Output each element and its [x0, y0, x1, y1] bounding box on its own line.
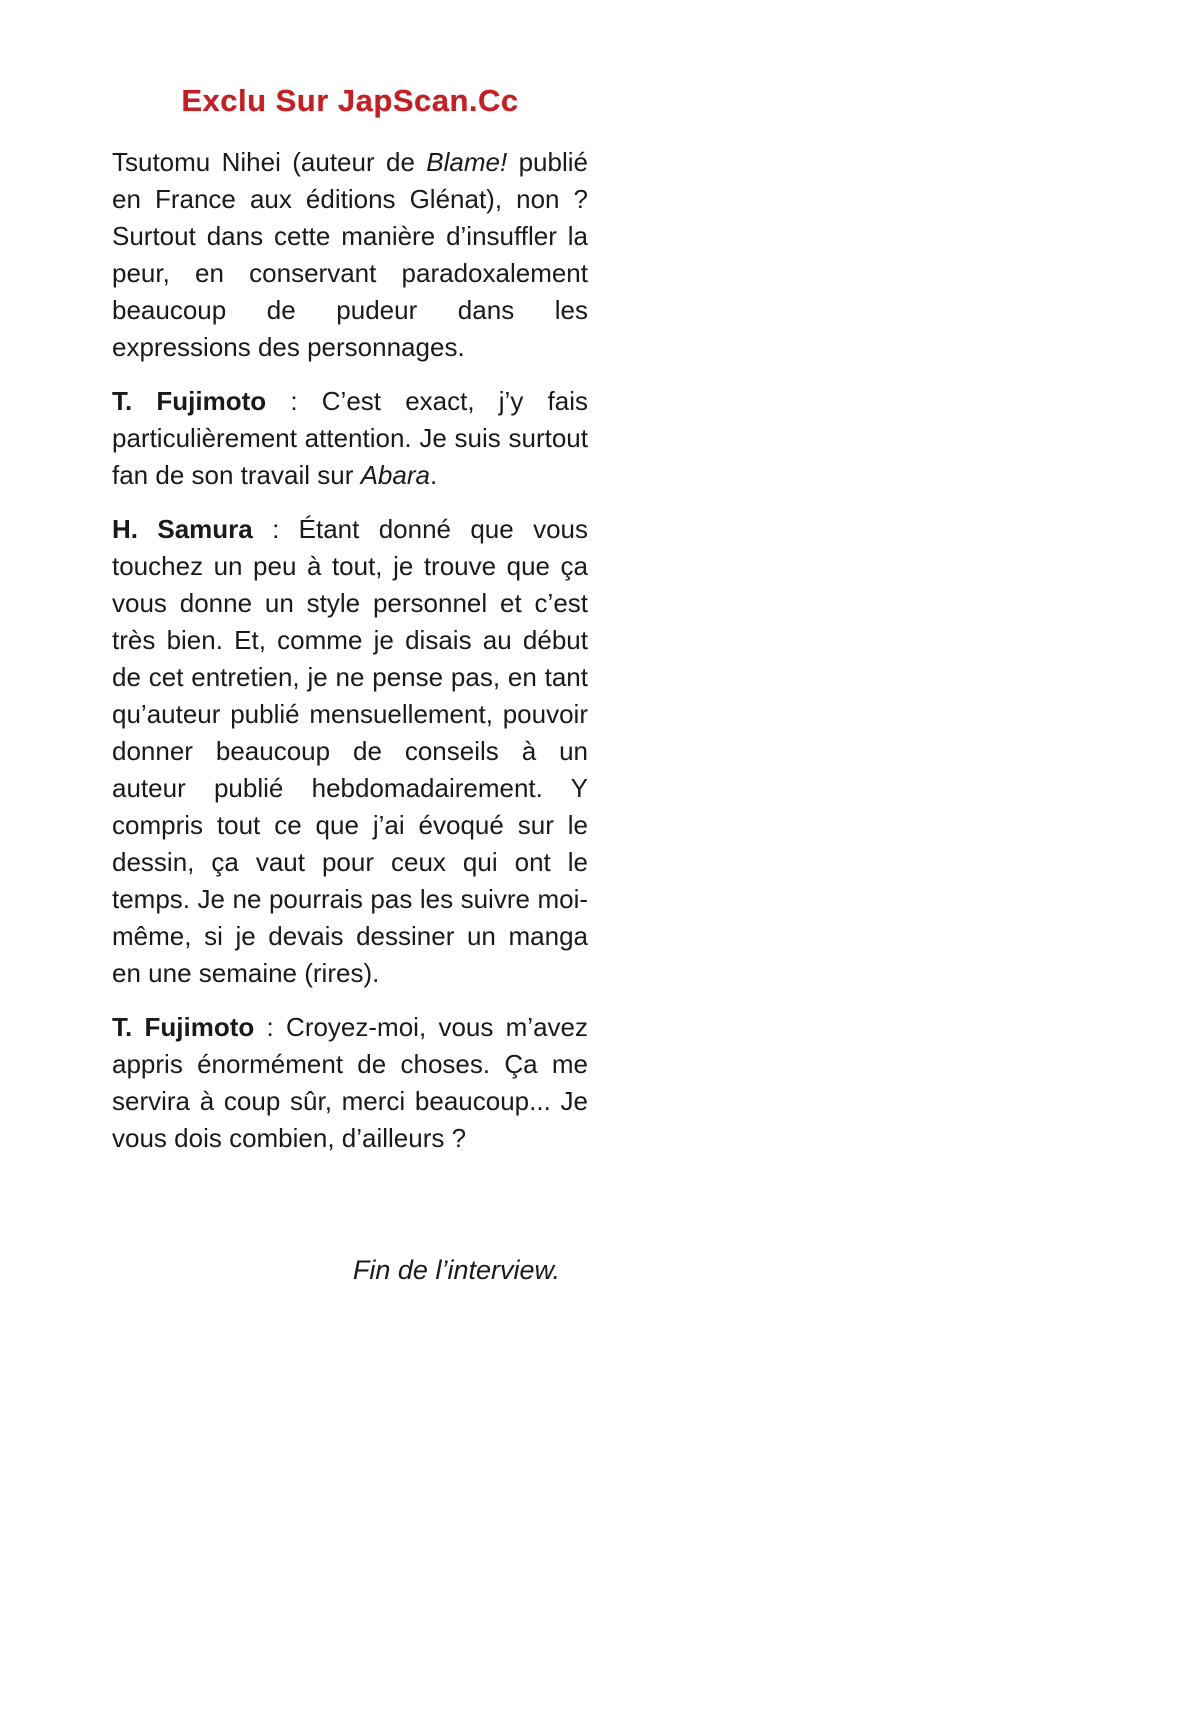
speaker-name: T. Fujimoto [112, 386, 267, 416]
paragraph [112, 383, 588, 494]
paragraph-text: Tsutomu Nihei (auteur de [112, 147, 427, 177]
speaker-name: T. Fujimoto [112, 1012, 255, 1042]
paragraph-text: : Étant donné que vous touchez un peu à tout, je trouve que ça vous donne un style personnel et c’est très bien. Et, comme je disais au début de cet entretien, je ne pense pas, en tant qu’auteur publié mensuellement, pouvoir donner beaucoup de conseils à un auteur publié hebdomadairement. Y compris tout ce que j’ai évoqué sur le dessin, ça vaut pour ceux qui ont le temps. Je ne pourrais pas les suivre moi-même, si je devais dessiner un manga en une semaine (rires). [112, 514, 588, 988]
paragraph-text: publié en France aux éditions Glénat), non ? Surtout dans cette manière d’insuffler la peur, en conservant paradoxalement beaucoup de pudeur dans les expressions des personnages. [112, 147, 588, 362]
paragraph-text: : C’est exact, j’y fais particulièrement attention. Je suis surtout fan de son travail sur [112, 386, 588, 490]
paragraph [112, 1009, 588, 1157]
paragraph [112, 144, 588, 366]
article-body [112, 144, 588, 1157]
site-watermark-title: Exclu Sur JapScan.Cc [181, 83, 519, 118]
paragraph [112, 511, 588, 992]
paragraph-text: Blame! [426, 147, 508, 177]
text-column [112, 84, 588, 1287]
interview-end-note: Fin de l’interview. [352, 1255, 560, 1285]
paragraph-text: Abara [360, 460, 430, 490]
speaker-name: H. Samura [112, 514, 253, 544]
paragraph-text: . [429, 460, 438, 490]
paragraph-text: : Croyez-moi, vous m’avez appris énormément de choses. Ça me servira à coup sûr, merci beaucoup... Je vous dois combien, d’ailleurs ? [112, 1012, 589, 1153]
